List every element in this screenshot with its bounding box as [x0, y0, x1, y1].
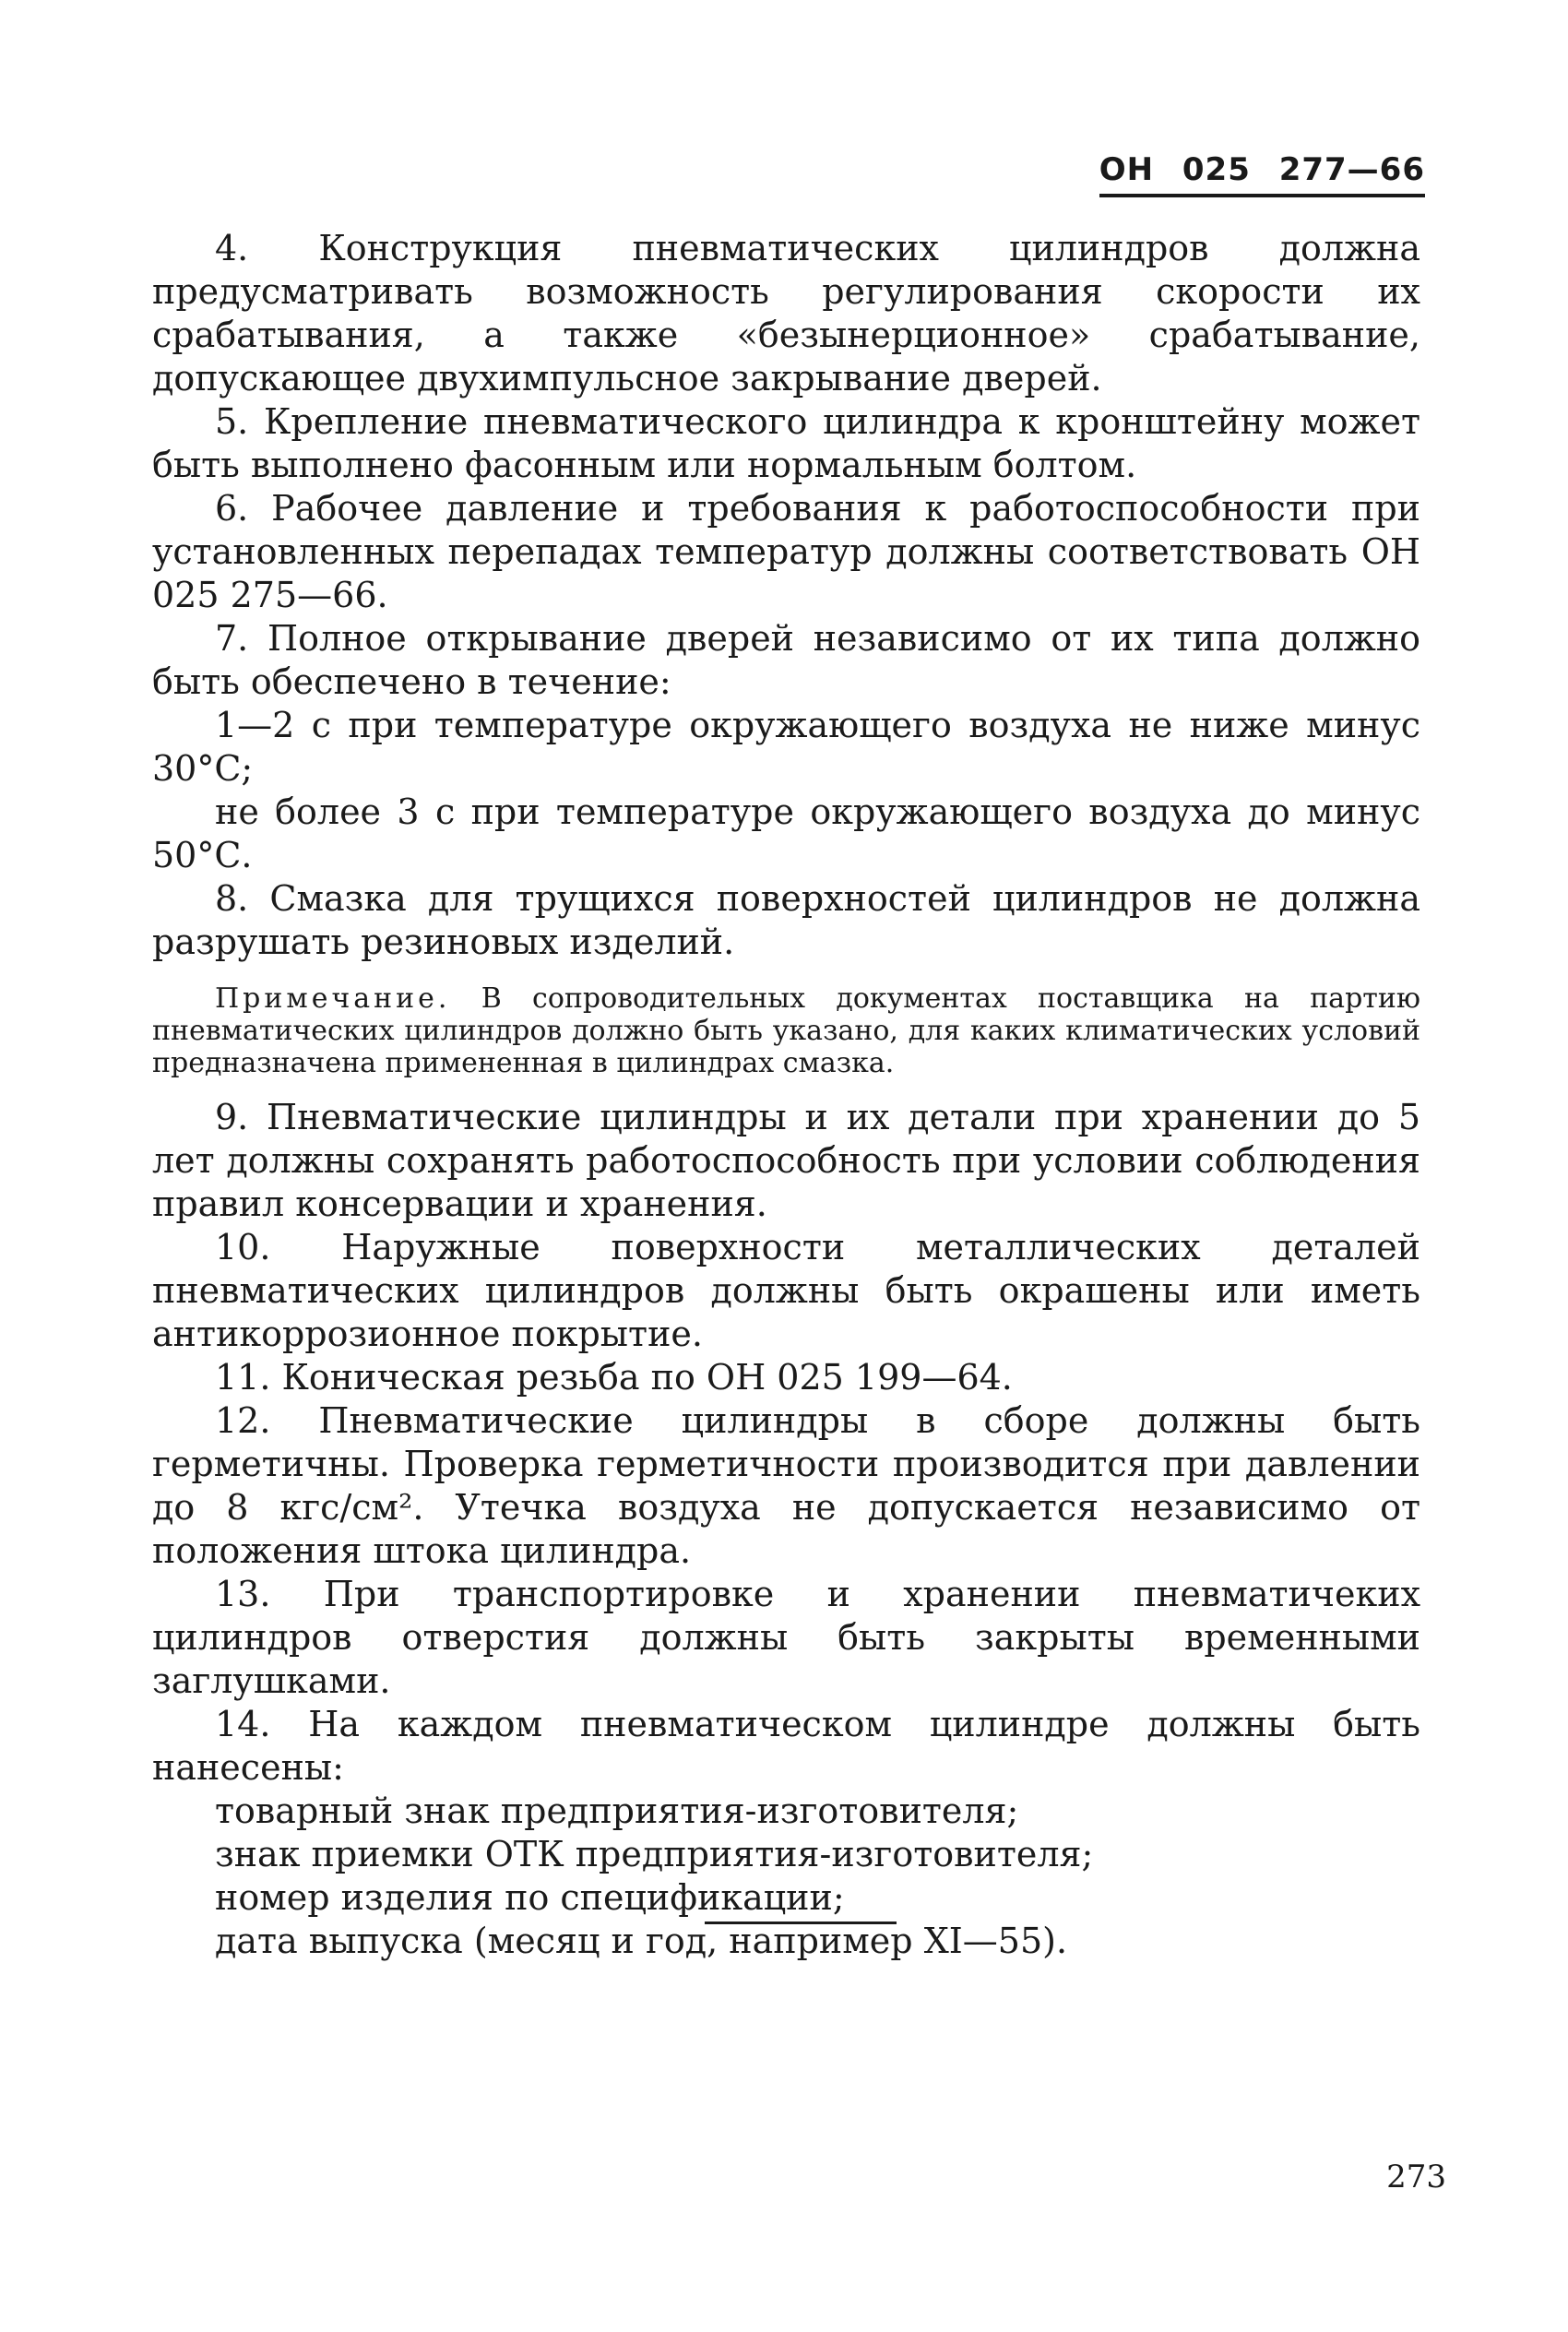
- paragraph-14: 14. На каждом пневматическом цилиндре должны быть нанесены:: [152, 1704, 1420, 1788]
- paragraph-10: 10. Наружные поверхности металлических деталей пневматических цилиндров должны быть окрашены или иметь антикоррозионное покрытие.: [152, 1227, 1420, 1354]
- paragraph-7-item-2: не более 3 с при температуре окружающего воздуха до минус 50°С.: [152, 791, 1420, 875]
- paragraph-8: 8. Смазка для трущихся поверхностей цилиндров не должна разрушать резиновых изделий.: [152, 878, 1420, 962]
- paragraph-12: 12. Пневматические цилиндры в сборе должны быть герметичны. Проверка герметичности производится при давлении до 8 кгс/см². Утечка воздуха не допускается независимо от положения штока цилиндра.: [152, 1400, 1420, 1571]
- marking-item: дата выпуска (месяц и год, например XI—55).: [215, 1921, 1068, 1961]
- paragraph-7: 7. Полное открывание дверей независимо от их типа должно быть обеспечено в течение:: [152, 618, 1420, 702]
- document-body: [152, 227, 1420, 1963]
- paragraph-5: 5. Крепление пневматического цилиндра к кронштейну может быть выполнено фасонным или нормальным болтом.: [152, 401, 1420, 485]
- page-number: 273: [1386, 2159, 1446, 2195]
- marking-item: номер изделия по спецификации;: [215, 1877, 845, 1918]
- paragraph-4: 4. Конструкция пневматических цилиндров должна предусматривать возможность регулирования скорости их срабатывания, а также «безынерционное» срабатывание, допускающее двухимпульсное закрывание дверей.: [152, 228, 1420, 399]
- paragraph-6: 6. Рабочее давление и требования к работоспособности при установленных перепадах температур должны соответствовать ОН 025 275—66.: [152, 488, 1420, 615]
- note-label: Примечание.: [215, 982, 451, 1015]
- paragraph-9: 9. Пневматические цилиндры и их детали при хранении до 5 лет должны сохранять работоспособность при условии соблюдения правил консервации и хранения.: [152, 1097, 1420, 1224]
- note: [152, 982, 1420, 1079]
- paragraph-13: 13. При транспортировке и хранении пневматичеких цилиндров отверстия должны быть закрыты временными заглушками.: [152, 1574, 1420, 1701]
- paragraph-7-item-1: 1—2 с при температуре окружающего воздуха не ниже минус 30°С;: [152, 705, 1420, 789]
- marking-item: знак приемки ОТК предприятия-изготовителя;: [215, 1834, 1094, 1874]
- document-code-header: ОН 025 277—66: [1099, 151, 1425, 197]
- note-text: В сопроводительных документах поставщика на партию пневматических цилиндров должно быть указано, для каких климатических условий предназначена примененная в цилиндрах смазка.: [152, 982, 1420, 1079]
- section-divider: [705, 1922, 897, 1924]
- marking-item: товарный знак предприятия-изготовителя;: [215, 1791, 1019, 1831]
- paragraph-11: 11. Коническая резьба по ОН 025 199—64.: [215, 1357, 1013, 1398]
